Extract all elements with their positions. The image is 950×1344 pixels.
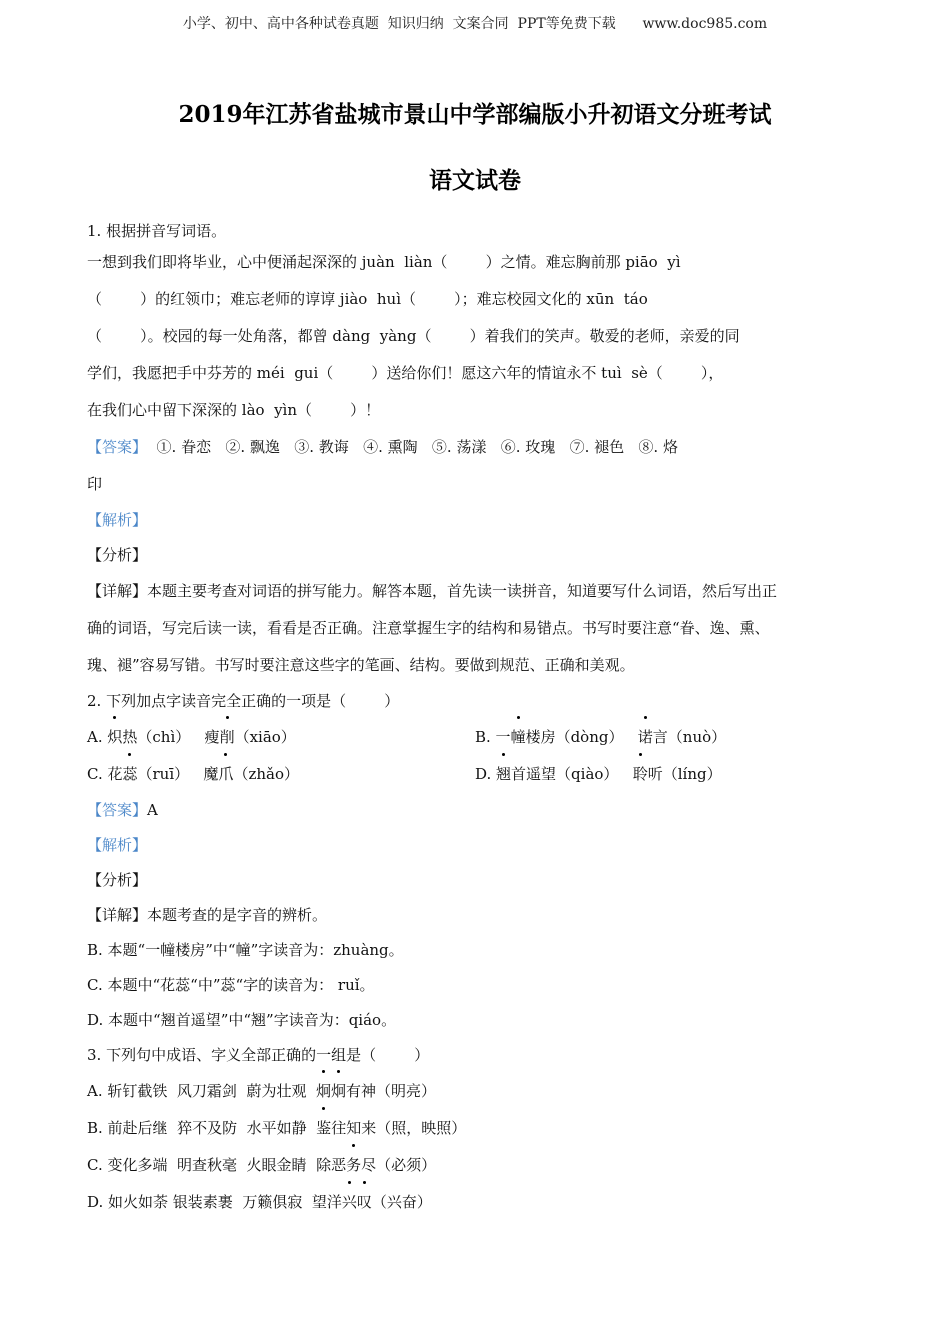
option-text: A. 斩钉截铁 风刀霜剑 蔚为壮观 (87, 1082, 316, 1100)
dotted-char: 炯 (316, 1073, 331, 1110)
q2-options-row-1 (87, 719, 865, 756)
dotted-char: 炯 (331, 1073, 346, 1110)
q2-analysis-label: 【解析】 (87, 836, 148, 854)
option-text: C. 变化多端 明查秋毫 火眼金睛 除恶 (87, 1156, 347, 1174)
dotted-char: 兴 (342, 1184, 357, 1221)
detail-label: 【详解】 (87, 582, 148, 600)
answer-label: 【答案】 (87, 801, 148, 819)
option-text: （xiāo） (234, 728, 296, 746)
q3-option-a (87, 1073, 865, 1110)
q1-analysis-label: 【解析】 (87, 511, 148, 529)
option-text: （兴奋） (371, 1193, 432, 1211)
q1-detail-2: 确的词语，写完后读一读，看看是否正确。注意掌握生字的结构和易错点。书写时要注意“眷、逸、熏、 (87, 619, 770, 637)
q3-option-d (87, 1184, 865, 1221)
q1-stem: 1. 根据拼音写词语。 (87, 222, 227, 240)
q3-option-b (87, 1110, 865, 1147)
detail-label: 【详解】 (87, 906, 148, 924)
dotted-char: 鉴 (316, 1110, 331, 1147)
option-text: D. 如火如荼 银装素裹 万籁俱寂 望洋 (87, 1193, 342, 1211)
exam-content (87, 218, 865, 1221)
q3-stem: 3. 下列句中成语、字义全部正确的一组是（ ） (87, 1046, 430, 1064)
option-text: 热（chì） 瘦 (122, 728, 220, 746)
dotted-char: 炽 (107, 719, 122, 756)
q1-answer (87, 429, 865, 466)
dotted-char: 爪 (218, 756, 233, 793)
option-text: 往知来（照，映照） (331, 1119, 467, 1137)
q1-answer-cont: 印 (87, 475, 103, 493)
option-text: 首遥望（qiào） (511, 765, 633, 783)
option-text: B. 前赴后继 猝不及防 水平如静 (87, 1119, 317, 1137)
q1-answer-text: ①. 眷恋 ②. 飘逸 ③. 教诲 ④. 熏陶 ⑤. 荡漾 ⑥. 玫瑰 ⑦. 褪色 ⑧. 烙 (147, 438, 678, 456)
dotted-char: 叹 (357, 1184, 372, 1221)
q2-detail-c: C. 本题中“花蕊“中”蕊“字的读音为： ruǐ。 (87, 976, 375, 994)
q1-detail-text: 本题主要考查对词语的拼写能力。解答本题，首先读一读拼音，知道要写什么词语，然后写出正 (147, 582, 778, 600)
q1-detail-1 (87, 573, 865, 610)
answer-label: 【答案】 (87, 438, 148, 456)
q2-answer (87, 793, 865, 828)
q2-detail (87, 898, 865, 933)
option-text: （ruī） 魔 (137, 765, 219, 783)
option-text: A. (87, 728, 108, 746)
document-title: 2019年江苏省盐城市景山中学部编版小升初语文分班考试 (178, 101, 772, 128)
q2-detail-d: D. 本题中“翘首遥望”中“翘”字读音为：qiáo。 (87, 1011, 397, 1029)
dotted-char: 幢 (511, 719, 526, 756)
q1-line-1: 一想到我们即将毕业，心中便涌起深深的 juàn liàn（ ）之情。难忘胸前那 piāo yì (87, 253, 681, 271)
q1-line-3: （ ）。校园的每一处角落，都曾 dàng yàng（ ）着我们的笑声。敬爱的老师，亲爱的同 (87, 327, 740, 345)
document-subtitle: 语文试卷 (429, 167, 521, 194)
q2-stem: 2. 下列加点字读音完全正确的一项是（ ） (87, 692, 400, 710)
q2-option-c (87, 756, 475, 793)
dotted-char: 务 (346, 1147, 361, 1184)
option-text: （zhǎo） (233, 765, 299, 783)
q1-detail-3: 瑰、褪”容易写错。书写时要注意这些字的笔画、结构。要做到规范、正确和美观。 (87, 656, 635, 674)
q2-answer-text: A (147, 801, 158, 819)
option-text: 有神（明亮） (346, 1082, 437, 1100)
option-text: 尽（必须） (361, 1156, 437, 1174)
option-text: 言（nuò） (652, 728, 727, 746)
dotted-char: 蕊 (122, 756, 137, 793)
q2-detail-text: 本题考查的是字音的辨析。 (147, 906, 328, 924)
q1-line-2: （ ）的红领巾；难忘老师的谆谆 jiào huì（ ）；难忘校园文化的 xūn táo (87, 290, 648, 308)
q2-option-d (475, 756, 863, 793)
option-text: B. 一 (475, 728, 511, 746)
q2-option-a (87, 719, 475, 756)
option-text: 楼房（dòng） (525, 728, 638, 746)
page-header: 小学、初中、高中各种试卷真题 知识归纳 文案合同 PPT等免费下载 www.doc985.com (182, 16, 768, 32)
q2-fenxi-label: 【分析】 (87, 871, 148, 889)
q3-option-c (87, 1147, 865, 1184)
q1-line-5: 在我们心中留下深深的 lào yìn（ ）！ (87, 401, 381, 419)
q2-options-row-2 (87, 756, 865, 793)
dotted-char: 削 (220, 719, 235, 756)
q2-detail-b: B. 本题“一幢楼房”中“幢”字读音为：zhuàng。 (87, 941, 404, 959)
dotted-char: 诺 (638, 719, 653, 756)
option-text: D. (475, 765, 497, 783)
q1-fenxi-label: 【分析】 (87, 546, 148, 564)
dotted-char: 翘 (496, 756, 511, 793)
q1-line-4: 学们，我愿把手中芬芳的 méi gui（ ）送给你们！愿这六年的情谊永不 tuì sè（ ）， (87, 364, 724, 382)
q2-option-b (475, 719, 863, 756)
option-text: 听（líng） (647, 765, 722, 783)
option-text: C. 花 (87, 765, 123, 783)
dotted-char: 聆 (633, 756, 648, 793)
